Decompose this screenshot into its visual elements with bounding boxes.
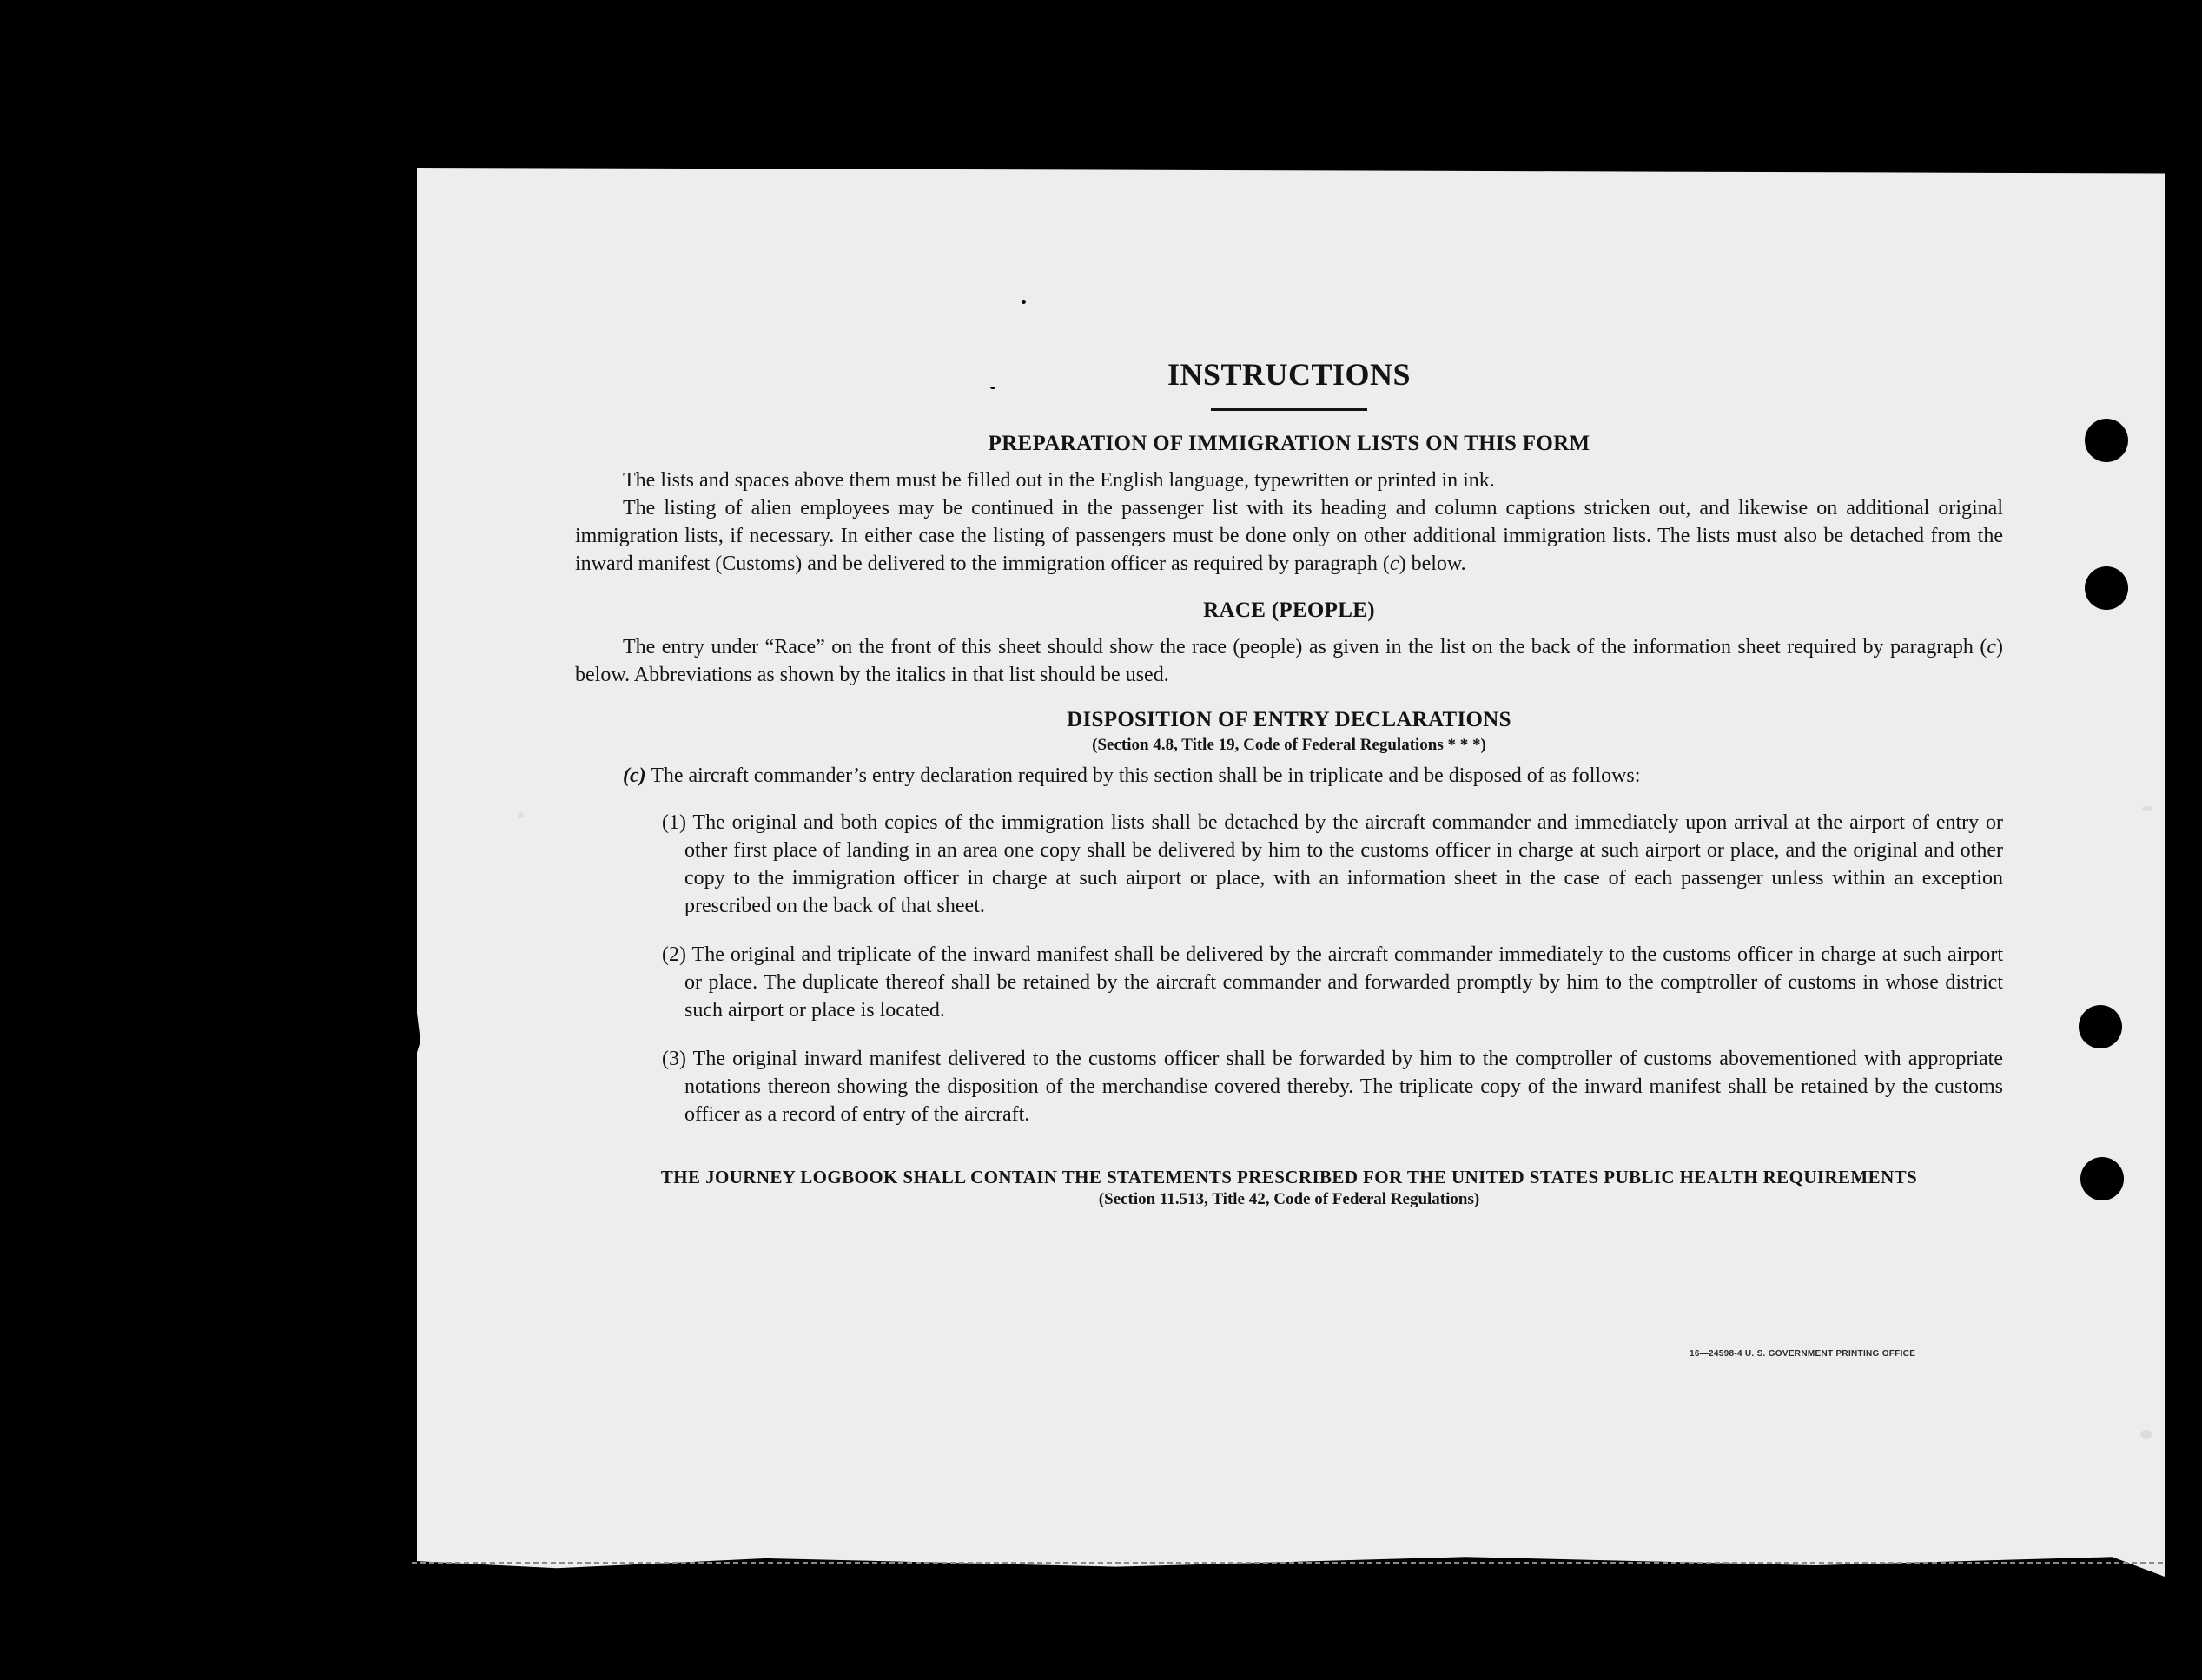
page-title: INSTRUCTIONS: [1167, 357, 1412, 392]
paragraph: [575, 494, 2003, 578]
list-item: (3) The original inward manifest delivered to the customs officer shall be forwarded by him to the comptroller of customs abovementioned with appropriate notations thereon showing the disposition of the merchandise covered thereby. The triplicate copy of the inward manifest shall be retained by the customs officer as a record of entry of the aircraft.: [662, 1048, 2003, 1126]
dust-speck: [518, 812, 524, 818]
paragraph: [575, 633, 2003, 689]
paragraph-ref: c: [1987, 636, 1996, 658]
dust-speck: [2142, 806, 2152, 811]
paragraph: The lists and spaces above them must be filled out in the English language, typewritten or printed in ink.: [623, 469, 1495, 492]
health-citation: (Section 11.513, Title 42, Code of Federal Regulations): [1098, 1190, 1480, 1208]
paragraph: [575, 762, 2003, 790]
section-heading-race: RACE (PEOPLE): [1203, 599, 1375, 622]
dust-speck: [2140, 1430, 2152, 1439]
printer-imprint: 16—24598-4 U. S. GOVERNMENT PRINTING OFFICE: [1690, 1349, 1916, 1359]
instructions-body: [575, 356, 2003, 1209]
punch-hole: [2085, 419, 2128, 462]
punch-hole: [2079, 1005, 2122, 1048]
section-heading-preparation: PREPARATION OF IMMIGRATION LISTS ON THIS FORM: [988, 432, 1590, 455]
section-heading-disposition: DISPOSITION OF ENTRY DECLARATIONS: [1067, 708, 1511, 731]
list-item: (1) The original and both copies of the immigration lists shall be detached by the aircraft commander and immediately upon arrival at the airport of entry or other first place of landing in an area one copy shall be delivered by him to the customs officer in charge at such airport or place, and the original and other copy to the immigration officer in charge at such airport or place, with an information sheet in the case of each passenger unless within an exception prescribed on the back of that sheet.: [662, 811, 2003, 917]
perforation-line: [412, 1562, 2163, 1564]
list-item: (2) The original and triplicate of the inward manifest shall be delivered by the aircraft commander immediately to the customs officer in charge at such airport or place. The duplicate thereof shall be retained by the aircraft commander and forwarded promptly by him to the comptroller of customs in whose district such airport or place is located.: [662, 943, 2003, 1022]
citation: (Section 4.8, Title 19, Code of Federal Regulations * * *): [1092, 736, 1486, 754]
dust-speck: [1022, 300, 1026, 304]
punch-hole: [2085, 566, 2128, 610]
clause-mark: (c): [623, 764, 646, 787]
paragraph-text: ) below.: [1399, 552, 1466, 575]
paragraph-text: The aircraft commander’s entry declaration required by this section shall be in triplicate and be disposed of as follows:: [651, 764, 1641, 787]
punch-hole: [2080, 1157, 2124, 1200]
paragraph-text: The entry under “Race” on the front of this sheet should show the race (people) as given in the list on the back of the information sheet required by paragraph (: [623, 636, 1987, 658]
paragraph-text: The listing of alien employees may be continued in the passenger list with its heading and column captions stricken out, and likewise on additional original immigration lists, if necessary. In either case the listing of passengers must be done only on other additional immigration lists. The lists must also be detached from the inward manifest (Customs) and be delivered to the immigration officer as required by paragraph (: [575, 497, 2003, 575]
health-requirements-notice: THE JOURNEY LOGBOOK SHALL CONTAIN THE STATEMENTS PRESCRIBED FOR THE UNITED STATES PUBLIC HEALTH REQUIREMENTS: [660, 1167, 1918, 1187]
paragraph-ref: c: [1389, 552, 1399, 575]
paragraph-text: ) below. Abbreviations as shown by the italics in that list should be used.: [575, 636, 2003, 686]
title-rule: [1211, 408, 1367, 411]
